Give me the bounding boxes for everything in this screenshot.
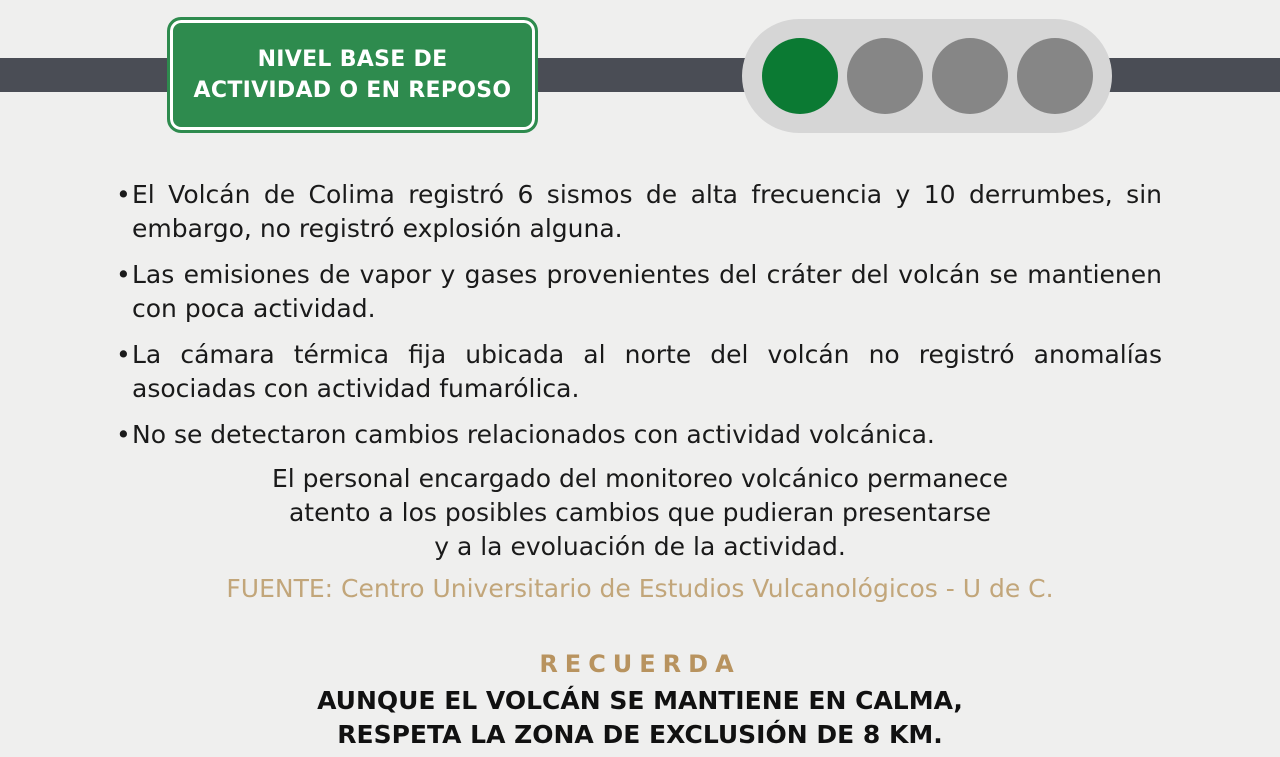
traffic-light-green-lit xyxy=(762,38,838,114)
exclusion-zone-warning xyxy=(200,684,1080,752)
statement-line-3: y a la evoluación de la actividad. xyxy=(434,532,846,561)
monitoring-statement xyxy=(140,462,1140,564)
statement-line-2: atento a los posibles cambios que pudieran presentarse xyxy=(288,498,992,527)
bulletin-item xyxy=(116,418,1162,452)
bulletin-item xyxy=(116,338,1162,406)
traffic-light-off-2 xyxy=(847,38,923,114)
alert-level-badge xyxy=(167,17,538,133)
statement-line-1: El personal encargado del monitoreo volcánico permanece xyxy=(271,464,1009,493)
alert-level-line1: NIVEL BASE DE xyxy=(257,47,448,72)
bullet-dot: • xyxy=(116,340,131,369)
bulletin-list xyxy=(116,178,1162,464)
traffic-light-off-4 xyxy=(1017,38,1093,114)
warning-line-2: RESPETA LA ZONA DE EXCLUSIÓN DE 8 KM. xyxy=(337,720,943,749)
bullet-dot: • xyxy=(116,420,131,449)
source-credit: FUENTE: Centro Universitario de Estudios Vulcanológicos - U de C. xyxy=(226,574,1054,603)
bulletin-item xyxy=(116,178,1162,246)
bulletin-item-text: La cámara térmica fija ubicada al norte del volcán no registró anomalías asociadas con actividad fumarólica. xyxy=(132,340,1162,403)
bulletin-item-text: Las emisiones de vapor y gases provenientes del cráter del volcán se mantienen con poca actividad. xyxy=(132,260,1162,323)
reminder-title: RECUERDA xyxy=(539,650,741,678)
traffic-light-off-3 xyxy=(932,38,1008,114)
warning-line-1: AUNQUE EL VOLCÁN SE MANTIENE EN CALMA, xyxy=(317,686,963,715)
bulletin-item-text: El Volcán de Colima registró 6 sismos de alta frecuencia y 10 derrumbes, sin embargo, no registró explosión alguna. xyxy=(132,180,1162,243)
bullet-dot: • xyxy=(116,180,131,209)
alert-level-line2: ACTIVIDAD O EN REPOSO xyxy=(193,78,512,103)
bulletin-item-text: No se detectaron cambios relacionados con actividad volcánica. xyxy=(132,420,935,449)
bulletin-item xyxy=(116,258,1162,326)
traffic-light xyxy=(742,19,1112,133)
bullet-dot: • xyxy=(116,260,131,289)
